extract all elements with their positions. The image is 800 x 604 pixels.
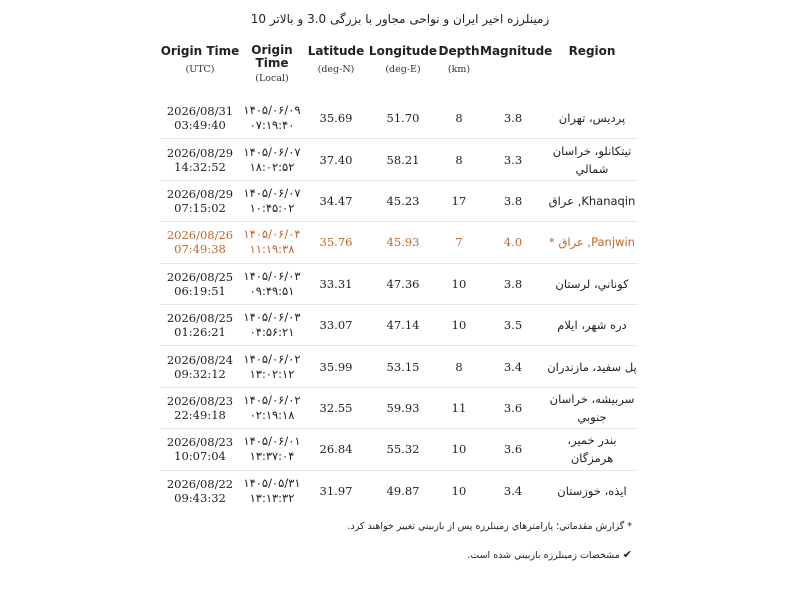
region-value: دره شهر، ايلام (557, 318, 627, 333)
cell-magnitude (480, 98, 546, 139)
magnitude-value: 3.8 (503, 276, 523, 291)
cell-depth (438, 222, 480, 263)
utc-time: 01:26:21 (174, 325, 226, 340)
cell-origin-utc (160, 429, 240, 470)
cell-region (546, 139, 638, 180)
reviewed-note (0, 548, 632, 561)
latitude-value: 26.84 (319, 442, 353, 457)
table-row (160, 263, 638, 304)
cell-magnitude (480, 429, 546, 470)
table-row (160, 387, 638, 428)
magnitude-value: 3.4 (503, 483, 523, 498)
cell-origin-local (240, 98, 304, 139)
utc-date: 2026/08/24 (166, 352, 234, 367)
cell-latitude (304, 98, 368, 139)
cell-latitude (304, 304, 368, 345)
utc-time: 06:19:51 (174, 283, 226, 298)
cell-origin-local (240, 222, 304, 263)
cell-depth (438, 263, 480, 304)
header-depth-label: Depth (438, 44, 480, 58)
region-value: بندر خمير، هرمزگان (567, 433, 617, 466)
utc-date: 2026/08/29 (166, 145, 234, 160)
longitude-value: 45.23 (386, 193, 420, 208)
local-time: ۰۷:۱۹:۴۰ (249, 118, 295, 133)
local-date: ۱۴۰۵/۰۶/۰۷ (243, 185, 301, 200)
latitude-value: 35.76 (319, 235, 353, 250)
table-row (160, 346, 638, 387)
longitude-value: 47.36 (386, 276, 420, 291)
cell-region (546, 98, 638, 139)
cell-origin-utc (160, 304, 240, 345)
cell-origin-local (240, 304, 304, 345)
local-time: ۰۴:۵۶:۲۱ (249, 325, 295, 340)
header-origin-local (240, 44, 304, 98)
cell-origin-utc (160, 387, 240, 428)
header-origin-utc (160, 44, 240, 98)
utc-time: 14:32:52 (174, 159, 226, 174)
cell-origin-local (240, 180, 304, 221)
magnitude-value: 3.6 (503, 400, 523, 415)
depth-value: 10 (451, 276, 467, 291)
header-depth (438, 44, 480, 98)
header-region-label: Region (568, 44, 616, 58)
cell-latitude (304, 180, 368, 221)
utc-date: 2026/08/22 (166, 476, 234, 491)
depth-value: 8 (455, 152, 463, 167)
cell-longitude (368, 263, 438, 304)
magnitude-value: 4.0 (503, 235, 523, 250)
table-row (160, 470, 638, 511)
latitude-value: 35.69 (319, 111, 353, 126)
depth-value: 8 (455, 111, 463, 126)
cell-depth (438, 429, 480, 470)
cell-origin-utc (160, 139, 240, 180)
cell-origin-local (240, 139, 304, 180)
cell-latitude (304, 139, 368, 180)
cell-origin-local (240, 346, 304, 387)
depth-value: 10 (451, 442, 467, 457)
region-value: پردیس، تهران (558, 111, 626, 126)
utc-date: 2026/08/23 (166, 435, 234, 450)
magnitude-value: 3.4 (503, 359, 523, 374)
latitude-value: 35.99 (319, 359, 353, 374)
cell-origin-local (240, 387, 304, 428)
preliminary-note: * گزارش مقدماتي؛ پارامترهاي زمينلرزه پس از بازبيني تغيير خواهند كرد. (347, 521, 632, 532)
utc-time: 10:07:04 (174, 449, 226, 464)
cell-origin-utc (160, 346, 240, 387)
region-value: ايذه، خوزستان (557, 483, 627, 498)
cell-latitude (304, 387, 368, 428)
cell-depth (438, 139, 480, 180)
cell-region (546, 263, 638, 304)
utc-time: 07:15:02 (174, 200, 226, 215)
cell-latitude (304, 222, 368, 263)
table-row (160, 98, 638, 139)
local-date: ۱۴۰۵/۰۶/۰۷ (243, 144, 301, 159)
header-longitude (368, 44, 438, 98)
cell-magnitude (480, 304, 546, 345)
magnitude-value: 3.8 (503, 111, 523, 126)
longitude-value: 45.93 (386, 235, 420, 250)
cell-origin-local (240, 429, 304, 470)
table-row (160, 222, 638, 263)
local-time: ۰۲:۱۹:۱۸ (249, 407, 295, 422)
table-row (160, 139, 638, 180)
cell-origin-utc (160, 222, 240, 263)
local-time: ۱۳:۱۳:۳۲ (249, 490, 295, 505)
header-longitude-unit: (deg-E) (385, 64, 421, 75)
cell-origin-utc (160, 180, 240, 221)
magnitude-value: 3.6 (503, 442, 523, 457)
header-latitude (304, 44, 368, 98)
header-latitude-unit: (deg-N) (317, 64, 355, 75)
header-latitude-label: Latitude (307, 44, 365, 58)
depth-value: 17 (451, 193, 467, 208)
cell-region (546, 429, 638, 470)
utc-date: 2026/08/23 (166, 393, 234, 408)
utc-time: 09:32:12 (174, 366, 226, 381)
cell-magnitude (480, 470, 546, 511)
cell-region (546, 222, 638, 263)
header-magnitude-label: Magnitude (480, 44, 553, 58)
longitude-value: 49.87 (386, 483, 420, 498)
reviewed-note-text: مشخصات زمينلرزه بازبيني شده است. (467, 550, 620, 561)
cell-magnitude (480, 346, 546, 387)
header-region (546, 44, 638, 98)
earthquake-table (160, 44, 638, 511)
magnitude-value: 3.8 (503, 193, 523, 208)
cell-depth (438, 98, 480, 139)
cell-region (546, 387, 638, 428)
cell-depth (438, 346, 480, 387)
latitude-value: 33.31 (319, 276, 353, 291)
local-date: ۱۴۰۵/۰۶/۰۱ (243, 434, 301, 449)
local-time: ۱۳:۳۷:۰۴ (249, 449, 295, 464)
table-row (160, 180, 638, 221)
latitude-value: 34.47 (319, 193, 353, 208)
region-value: كوناني، لرستان (555, 276, 629, 291)
longitude-value: 47.14 (386, 318, 420, 333)
header-longitude-label: Longitude (368, 44, 438, 58)
cell-origin-local (240, 263, 304, 304)
cell-magnitude (480, 180, 546, 221)
utc-date: 2026/08/25 (166, 269, 234, 284)
latitude-value: 37.40 (319, 152, 353, 167)
local-date: ۱۴۰۵/۰۶/۰۴ (243, 227, 301, 242)
local-date: ۱۴۰۵/۰۶/۰۳ (243, 268, 301, 283)
cell-latitude (304, 429, 368, 470)
longitude-value: 59.93 (386, 400, 420, 415)
depth-value: 8 (455, 359, 463, 374)
cell-magnitude (480, 263, 546, 304)
magnitude-value: 3.5 (503, 318, 523, 333)
region-value: Khanaqin, عراق (548, 193, 636, 208)
cell-depth (438, 470, 480, 511)
utc-time: 09:43:32 (174, 490, 226, 505)
cell-depth (438, 180, 480, 221)
cell-longitude (368, 222, 438, 263)
table-header-row (160, 44, 638, 98)
header-depth-unit: (km) (447, 64, 471, 75)
region-value: Panjwin, عراق * (549, 235, 635, 250)
header-origin-local-unit: (Local) (255, 73, 289, 84)
cell-longitude (368, 98, 438, 139)
longitude-value: 51.70 (386, 111, 420, 126)
local-time: ۱۰:۴۵:۰۲ (249, 200, 295, 215)
cell-region (546, 304, 638, 345)
local-time: ۱۱:۱۹:۳۸ (249, 242, 295, 257)
cell-magnitude (480, 139, 546, 180)
cell-longitude (368, 429, 438, 470)
longitude-value: 55.32 (386, 442, 420, 457)
latitude-value: 31.97 (319, 483, 353, 498)
cell-origin-utc (160, 470, 240, 511)
header-origin-utc-label: Origin Time (160, 44, 240, 58)
cell-latitude (304, 470, 368, 511)
local-date: ۱۴۰۵/۰۶/۰۳ (243, 310, 301, 325)
magnitude-value: 3.3 (503, 152, 523, 167)
cell-origin-utc (160, 263, 240, 304)
utc-date: 2026/08/26 (166, 228, 234, 243)
region-value: تیتکانلو، خراسان شمالي (552, 143, 632, 176)
longitude-value: 53.15 (386, 359, 420, 374)
utc-date: 2026/08/31 (166, 104, 234, 119)
header-origin-local-label: Origin Time (251, 43, 293, 70)
cell-depth (438, 387, 480, 428)
cell-origin-utc (160, 98, 240, 139)
header-magnitude (480, 44, 553, 98)
cell-latitude (304, 346, 368, 387)
local-time: ۱۳:۰۲:۱۲ (249, 366, 295, 381)
cell-longitude (368, 139, 438, 180)
cell-region (546, 470, 638, 511)
cell-longitude (368, 304, 438, 345)
depth-value: 11 (451, 400, 467, 415)
cell-magnitude (480, 222, 546, 263)
utc-time: 03:49:40 (174, 118, 226, 133)
depth-value: 10 (451, 318, 467, 333)
utc-time: 07:49:38 (174, 242, 226, 257)
longitude-value: 58.21 (386, 152, 420, 167)
cell-longitude (368, 180, 438, 221)
cell-region (546, 346, 638, 387)
cell-latitude (304, 263, 368, 304)
latitude-value: 33.07 (319, 318, 353, 333)
cell-depth (438, 304, 480, 345)
depth-value: 10 (451, 483, 467, 498)
local-time: ۱۸:۰۲:۵۲ (249, 159, 295, 174)
cell-origin-local (240, 470, 304, 511)
local-date: ۱۴۰۵/۰۶/۰۹ (243, 103, 301, 118)
utc-date: 2026/08/25 (166, 311, 234, 326)
table-row (160, 304, 638, 345)
table-row (160, 429, 638, 470)
local-date: ۱۴۰۵/۰۶/۰۲ (243, 392, 301, 407)
checkmark-icon: ✔ (622, 548, 632, 561)
utc-time: 22:49:18 (174, 407, 226, 422)
cell-longitude (368, 470, 438, 511)
page-title: 10 زمینلرزه اخیر ایران و نواحی مجاور با بزرگی 3.0 و بالاتر (250, 12, 550, 26)
local-date: ۱۴۰۵/۰۶/۰۲ (243, 351, 301, 366)
local-time: ۰۹:۴۹:۵۱ (249, 283, 295, 298)
cell-longitude (368, 346, 438, 387)
latitude-value: 32.55 (319, 400, 353, 415)
local-date: ۱۴۰۵/۰۵/۳۱ (243, 475, 301, 490)
header-origin-utc-unit: (UTC) (185, 64, 215, 75)
utc-date: 2026/08/29 (166, 186, 234, 201)
depth-value: 7 (455, 235, 463, 250)
cell-magnitude (480, 387, 546, 428)
region-value: سربيشه، خراسان جنوبي (549, 391, 635, 424)
cell-region (546, 180, 638, 221)
cell-longitude (368, 387, 438, 428)
region-value: پل سفيد، مازندران (547, 359, 637, 374)
